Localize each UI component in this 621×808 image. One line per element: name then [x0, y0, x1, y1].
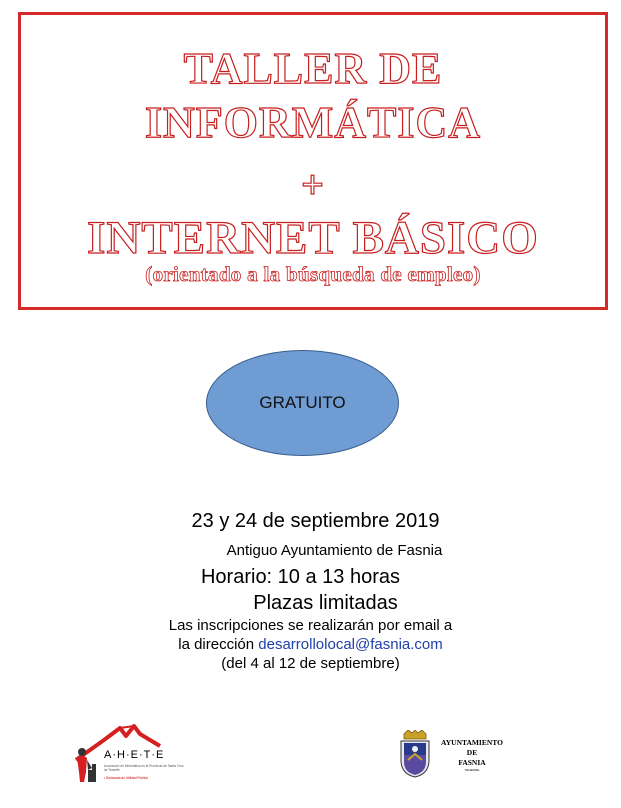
ahete-caption: Asociación de Informática en la Provincia de Santa Cruz de Tenerife	[104, 764, 184, 772]
registration-address	[0, 636, 621, 653]
event-seats: Plazas limitadas	[253, 592, 398, 614]
event-location: Antiguo Ayuntamiento de Fasnia	[226, 542, 443, 559]
fasnia-logo-sub: TENERIFE	[464, 768, 480, 772]
fasnia-logo-text	[432, 738, 512, 768]
registration-prefix: la dirección	[178, 636, 255, 653]
registration-period: (del 4 al 12 de septiembre)	[221, 655, 400, 672]
event-dates: 23 y 24 de septiembre 2019	[191, 510, 440, 532]
title-line-2: INFORMÁTICA	[144, 98, 482, 147]
ahete-caption-2: • Declarada de Utilidad Pública	[104, 776, 148, 780]
title-subtitle: (orientado a la búsqueda de empleo)	[145, 262, 481, 286]
fasnia-coat-of-arms-icon	[398, 730, 432, 778]
title-line-3: INTERNET BÁSICO	[87, 212, 539, 264]
title-line-1: TALLER DE	[183, 44, 443, 93]
ahete-name: A·H·E·T·E	[104, 749, 165, 761]
fasnia-logo-line-3: FASNIA	[458, 758, 486, 767]
free-badge-label: GRATUITO	[259, 393, 346, 412]
registration-email-link[interactable]: desarrollolocal@fasnia.com	[258, 636, 443, 653]
event-hours: Horario: 10 a 13 horas	[200, 566, 400, 588]
title-plus: +	[301, 162, 325, 207]
registration-text: Las inscripciones se realizarán por email a	[168, 617, 453, 634]
free-badge	[206, 350, 399, 456]
fasnia-logo-line-2: DE	[466, 748, 478, 757]
title-frame	[18, 12, 608, 310]
fasnia-logo-line-1: AYUNTAMIENTO	[441, 738, 503, 747]
